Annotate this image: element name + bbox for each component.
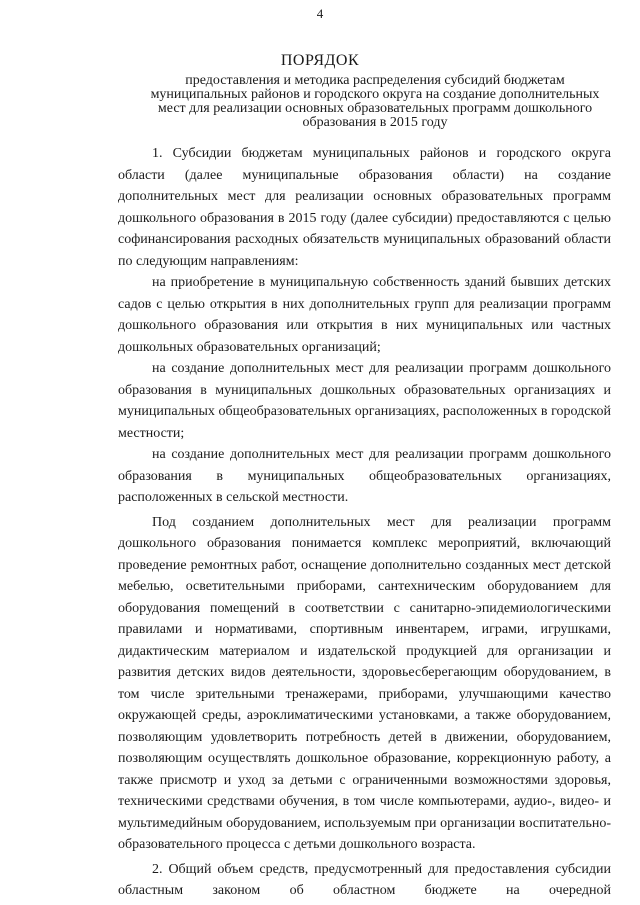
document-title: ПОРЯДОК [280, 52, 360, 69]
paragraph-direction-1: на приобретение в муниципальную собственность зданий бывших детских садов с целью открытия в них дополнительных групп для реализации программ дошкольного образования или открытия в них муниципальных или частных дошкольных образовательных организаций; [118, 275, 611, 355]
document-body [118, 143, 611, 902]
paragraph-definition: Под созданием дополнительных мест для реализации программ дошкольного образования понимается комплекс мероприятий, включающий проведение ремонтных работ, оснащение дополнительно созданных мест детской мебелью, осветительными приборами, сантехническим оборудованием для оборудования помещений в соответствии с санитарно-эпидемиологическими правилами и нормативами, спортивным инвентарем, играми, игрушками, дидактическим материалом и издательской продукцией для организации и развития детских видов деятельности, здоровьесберегающим оборудованием, в том числе зрительными тренажерами, приборами, улучшающими качество окружающей среды, аэроклиматическими установками, а также оборудованием, позволяющим удовлетворить потребность детей в движении, оборудованием, позволяющим осуществлять дошкольное образование, коррекционную работу, а также присмотр и уход за детьми с ограниченными возможностями здоровья, техническими средствами обучения, в том числе компьютерами, аудио-, видео- и мультимедийным оборудованием, используемым при организации воспитательно-образовательного процесса с детьми дошкольного возраста. [118, 514, 611, 852]
page-number: 4 [316, 6, 324, 21]
paragraph-1: 1. Субсидии бюджетам муниципальных районов и городского округа области (далее муниципальные образования области) на создание дополнительных мест для реализации основных образовательных программ дошкольного образования в 2015 году (далее субсидии) предоставляются с целью софинансирования расходных обязательств муниципальных образований области по следующим направлениям: [118, 146, 611, 269]
paragraph-2: 2. Общий объем средств, предусмотренный для предоставления субсидии областным законом об областном бюджете на очередной [118, 861, 611, 898]
document-subtitle: предоставления и методика распределения субсидий бюджетам муниципальных районов и городского округа на создание дополнительных мест для реализации основных образовательных программ дошкольного образования в 2015 году [150, 73, 600, 130]
paragraph-direction-3: на создание дополнительных мест для реализации программ дошкольного образования в муниципальных общеобразовательных организациях, расположенных в сельской местности. [118, 447, 611, 505]
paragraph-direction-2: на создание дополнительных мест для реализации программ дошкольного образования в муниципальных дошкольных образовательных организациях и муниципальных общеобразовательных организациях, расположенных в городской местности; [118, 361, 611, 441]
